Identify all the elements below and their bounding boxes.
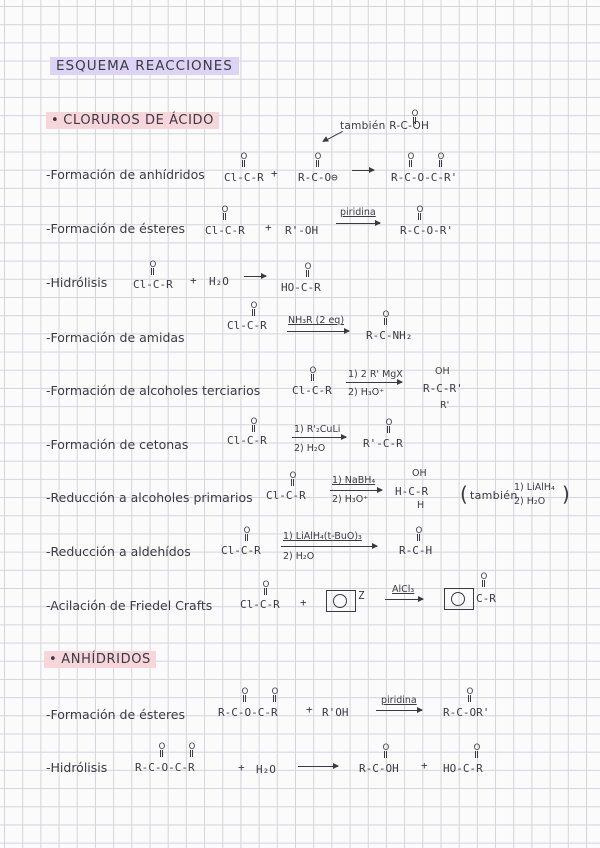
product-substituent-bottom: R' — [440, 400, 450, 411]
reaction-condition-1: 1) 2 R' MgX — [348, 369, 403, 380]
reaction-arrow — [352, 170, 374, 171]
double-bond — [413, 117, 416, 124]
reactant-2: R-C-O⊖ — [298, 171, 338, 184]
double-bond — [243, 695, 246, 702]
product: R-C-NH₂ — [366, 329, 413, 342]
reactant-2: H₂O — [209, 275, 229, 288]
double-bond — [417, 534, 420, 541]
plus-sign: + — [271, 167, 278, 180]
double-bond — [316, 160, 319, 167]
reaction-condition-2: 2) H₂O — [294, 443, 326, 454]
product-substituent-top: OH — [412, 468, 427, 479]
reaction-arrow — [244, 276, 266, 277]
reaction-label: -Reducción a alcoholes primarios — [46, 490, 253, 505]
carbonyl-oxygen: O — [149, 260, 157, 270]
carbonyl-oxygen: O — [473, 743, 481, 753]
note-also: también — [470, 489, 518, 502]
product: HO-C-R — [281, 281, 321, 294]
benzene-ring-icon — [326, 590, 356, 612]
reaction-condition: piridina — [340, 207, 376, 218]
product-substituent-top: OH — [435, 366, 450, 377]
reaction-label: -Formación de ésteres — [46, 707, 186, 722]
plus-sign: + — [238, 761, 245, 774]
product-substituent-bottom: H — [417, 500, 425, 511]
reaction-label: -Hidrólisis — [46, 275, 108, 290]
reactant-1: Cl-C-R — [292, 384, 332, 397]
double-bond — [311, 374, 314, 381]
carbonyl-oxygen: O — [466, 687, 474, 697]
reaction-arrow — [287, 331, 349, 332]
carbonyl-oxygen: O — [250, 301, 258, 311]
reaction-condition: AlCl₃ — [392, 584, 415, 595]
reaction-condition-1: 1) LiAlH₄(t-BuO)₃ — [283, 531, 362, 542]
reaction-arrow — [281, 546, 377, 547]
reaction-condition-2: 2) H₃O⁺ — [332, 494, 369, 505]
carbonyl-oxygen: O — [382, 743, 390, 753]
carbonyl-oxygen: O — [241, 687, 249, 697]
carbonyl-oxygen: O — [240, 152, 248, 162]
reactant-1: Cl-C-R — [224, 171, 264, 184]
double-bond — [160, 750, 163, 757]
paren-close: ) — [562, 482, 571, 506]
reaction-label: -Formación de alcoholes terciarios — [46, 383, 261, 398]
double-bond — [387, 426, 390, 433]
double-bond — [306, 270, 309, 277]
reaction-label: -Formación de ésteres — [46, 221, 186, 236]
reactant-1: Cl-C-R — [266, 489, 306, 502]
double-bond — [384, 318, 387, 325]
double-bond — [273, 695, 276, 702]
plus-sign: + — [190, 274, 197, 287]
reaction-label: -Hidrólisis — [46, 760, 108, 775]
double-bond — [384, 751, 387, 758]
curved-arrow — [323, 131, 343, 142]
plus-sign: + — [300, 596, 307, 609]
page-title: ESQUEMA REACCIONES — [50, 57, 239, 75]
double-bond — [418, 213, 421, 220]
reaction-label: -Reducción a aldehídos — [46, 544, 191, 559]
carbonyl-oxygen: O — [407, 152, 415, 162]
product: R-C-O-C-R' — [391, 171, 458, 184]
reaction-arrow — [298, 766, 338, 767]
note-condition-2: 2) H₂O — [514, 496, 546, 507]
reactant-1: Cl-C-R — [205, 224, 245, 237]
carbonyl-oxygen: O — [415, 526, 423, 536]
reaction-condition: piridina — [381, 695, 417, 706]
carbonyl-oxygen: O — [158, 742, 166, 752]
reaction-label: -Formación de anhídridos — [46, 167, 205, 182]
carbonyl-oxygen: O — [416, 205, 424, 215]
double-bond — [223, 213, 226, 220]
product: H-C-R — [395, 485, 429, 498]
note-condition-1: 1) LiAlH₄ — [514, 482, 555, 493]
section-label: ANHÍDRIDOS — [61, 652, 151, 667]
reaction-arrow — [385, 599, 423, 600]
carbonyl-oxygen: O — [480, 572, 488, 582]
reactant-1: Cl-C-R — [227, 434, 267, 447]
carbonyl-oxygen: O — [411, 109, 419, 119]
reaction-label: -Formación de amidas — [46, 330, 185, 345]
carbonyl-oxygen: O — [262, 580, 270, 590]
reactant-2: R'-OH — [285, 224, 319, 237]
carbonyl-oxygen: O — [250, 417, 258, 427]
carbonyl-oxygen: O — [188, 742, 196, 752]
carbonyl-oxygen: O — [382, 310, 390, 320]
reactant-1: Cl-C-R — [221, 544, 261, 557]
reactant-2: H₂O — [256, 763, 276, 776]
section-header-acid-chlorides — [46, 112, 219, 129]
reaction-condition-2: 2) H₃O⁺ — [348, 387, 385, 398]
reactant-1: Cl-C-R — [133, 278, 173, 291]
reaction-condition-2: 2) H₂O — [283, 551, 315, 562]
product: R-C-O-R' — [400, 224, 453, 237]
reaction-arrow — [330, 490, 382, 491]
reaction-condition-1: 1) R'₂CuLi — [294, 424, 341, 435]
section-bullet: • — [51, 113, 60, 128]
double-bond — [482, 580, 485, 587]
carbonyl-oxygen: O — [304, 262, 312, 272]
double-bond — [151, 268, 154, 275]
reactant-1: R-C-O-C-R — [218, 706, 278, 719]
double-bond — [242, 160, 245, 167]
reactant-1: R-C-O-C-R — [135, 761, 195, 774]
double-bond — [252, 309, 255, 316]
double-bond — [409, 160, 412, 167]
ring-substituent: Z — [358, 589, 365, 602]
carbonyl-oxygen: O — [309, 366, 317, 376]
product: R-C-R' — [423, 382, 463, 395]
benzene-ring-icon — [444, 588, 474, 610]
reaction-arrow — [376, 710, 422, 711]
reaction-label: -Acilación de Friedel Crafts — [46, 598, 213, 613]
carbonyl-oxygen: O — [221, 205, 229, 215]
product: R-C-OR' — [443, 706, 490, 719]
double-bond — [190, 750, 193, 757]
double-bond — [252, 425, 255, 432]
double-bond — [264, 588, 267, 595]
product: R'-C-R — [363, 437, 403, 450]
reaction-arrow — [292, 437, 346, 438]
product: R-C-H — [399, 544, 433, 557]
plus-sign: + — [306, 703, 313, 716]
plus-sign: + — [265, 221, 272, 234]
double-bond — [475, 751, 478, 758]
carbonyl-oxygen: O — [271, 687, 279, 697]
reactant-2: R'OH — [322, 706, 349, 719]
section-bullet: • — [49, 652, 58, 667]
reaction-condition-1: 1) NaBH₄ — [332, 475, 376, 486]
double-bond — [439, 160, 442, 167]
reaction-arrow — [336, 223, 380, 224]
product: R-C-OH — [359, 762, 399, 775]
carbonyl-oxygen: O — [243, 526, 251, 536]
reactant-1: Cl-C-R — [240, 598, 280, 611]
plus-sign: + — [421, 759, 428, 772]
carbonyl-oxygen: O — [314, 152, 322, 162]
reaction-arrow — [346, 382, 402, 383]
reaction-label: -Formación de cetonas — [46, 437, 189, 452]
double-bond — [291, 479, 294, 486]
section-header-anhydrides — [44, 651, 156, 668]
note-also-acid: también R-C-OH — [340, 120, 430, 132]
reaction-condition: NH₃R (2 eq) — [288, 315, 345, 326]
product: C-R — [476, 592, 496, 605]
carbonyl-oxygen: O — [385, 418, 393, 428]
carbonyl-oxygen: O — [289, 471, 297, 481]
double-bond — [468, 695, 471, 702]
paren-open: ( — [460, 482, 469, 506]
product-2: HO-C-R — [443, 762, 483, 775]
carbonyl-oxygen: O — [437, 152, 445, 162]
double-bond — [245, 534, 248, 541]
section-label: CLORUROS DE ÁCIDO — [63, 113, 214, 128]
reactant-1: Cl-C-R — [227, 319, 267, 332]
